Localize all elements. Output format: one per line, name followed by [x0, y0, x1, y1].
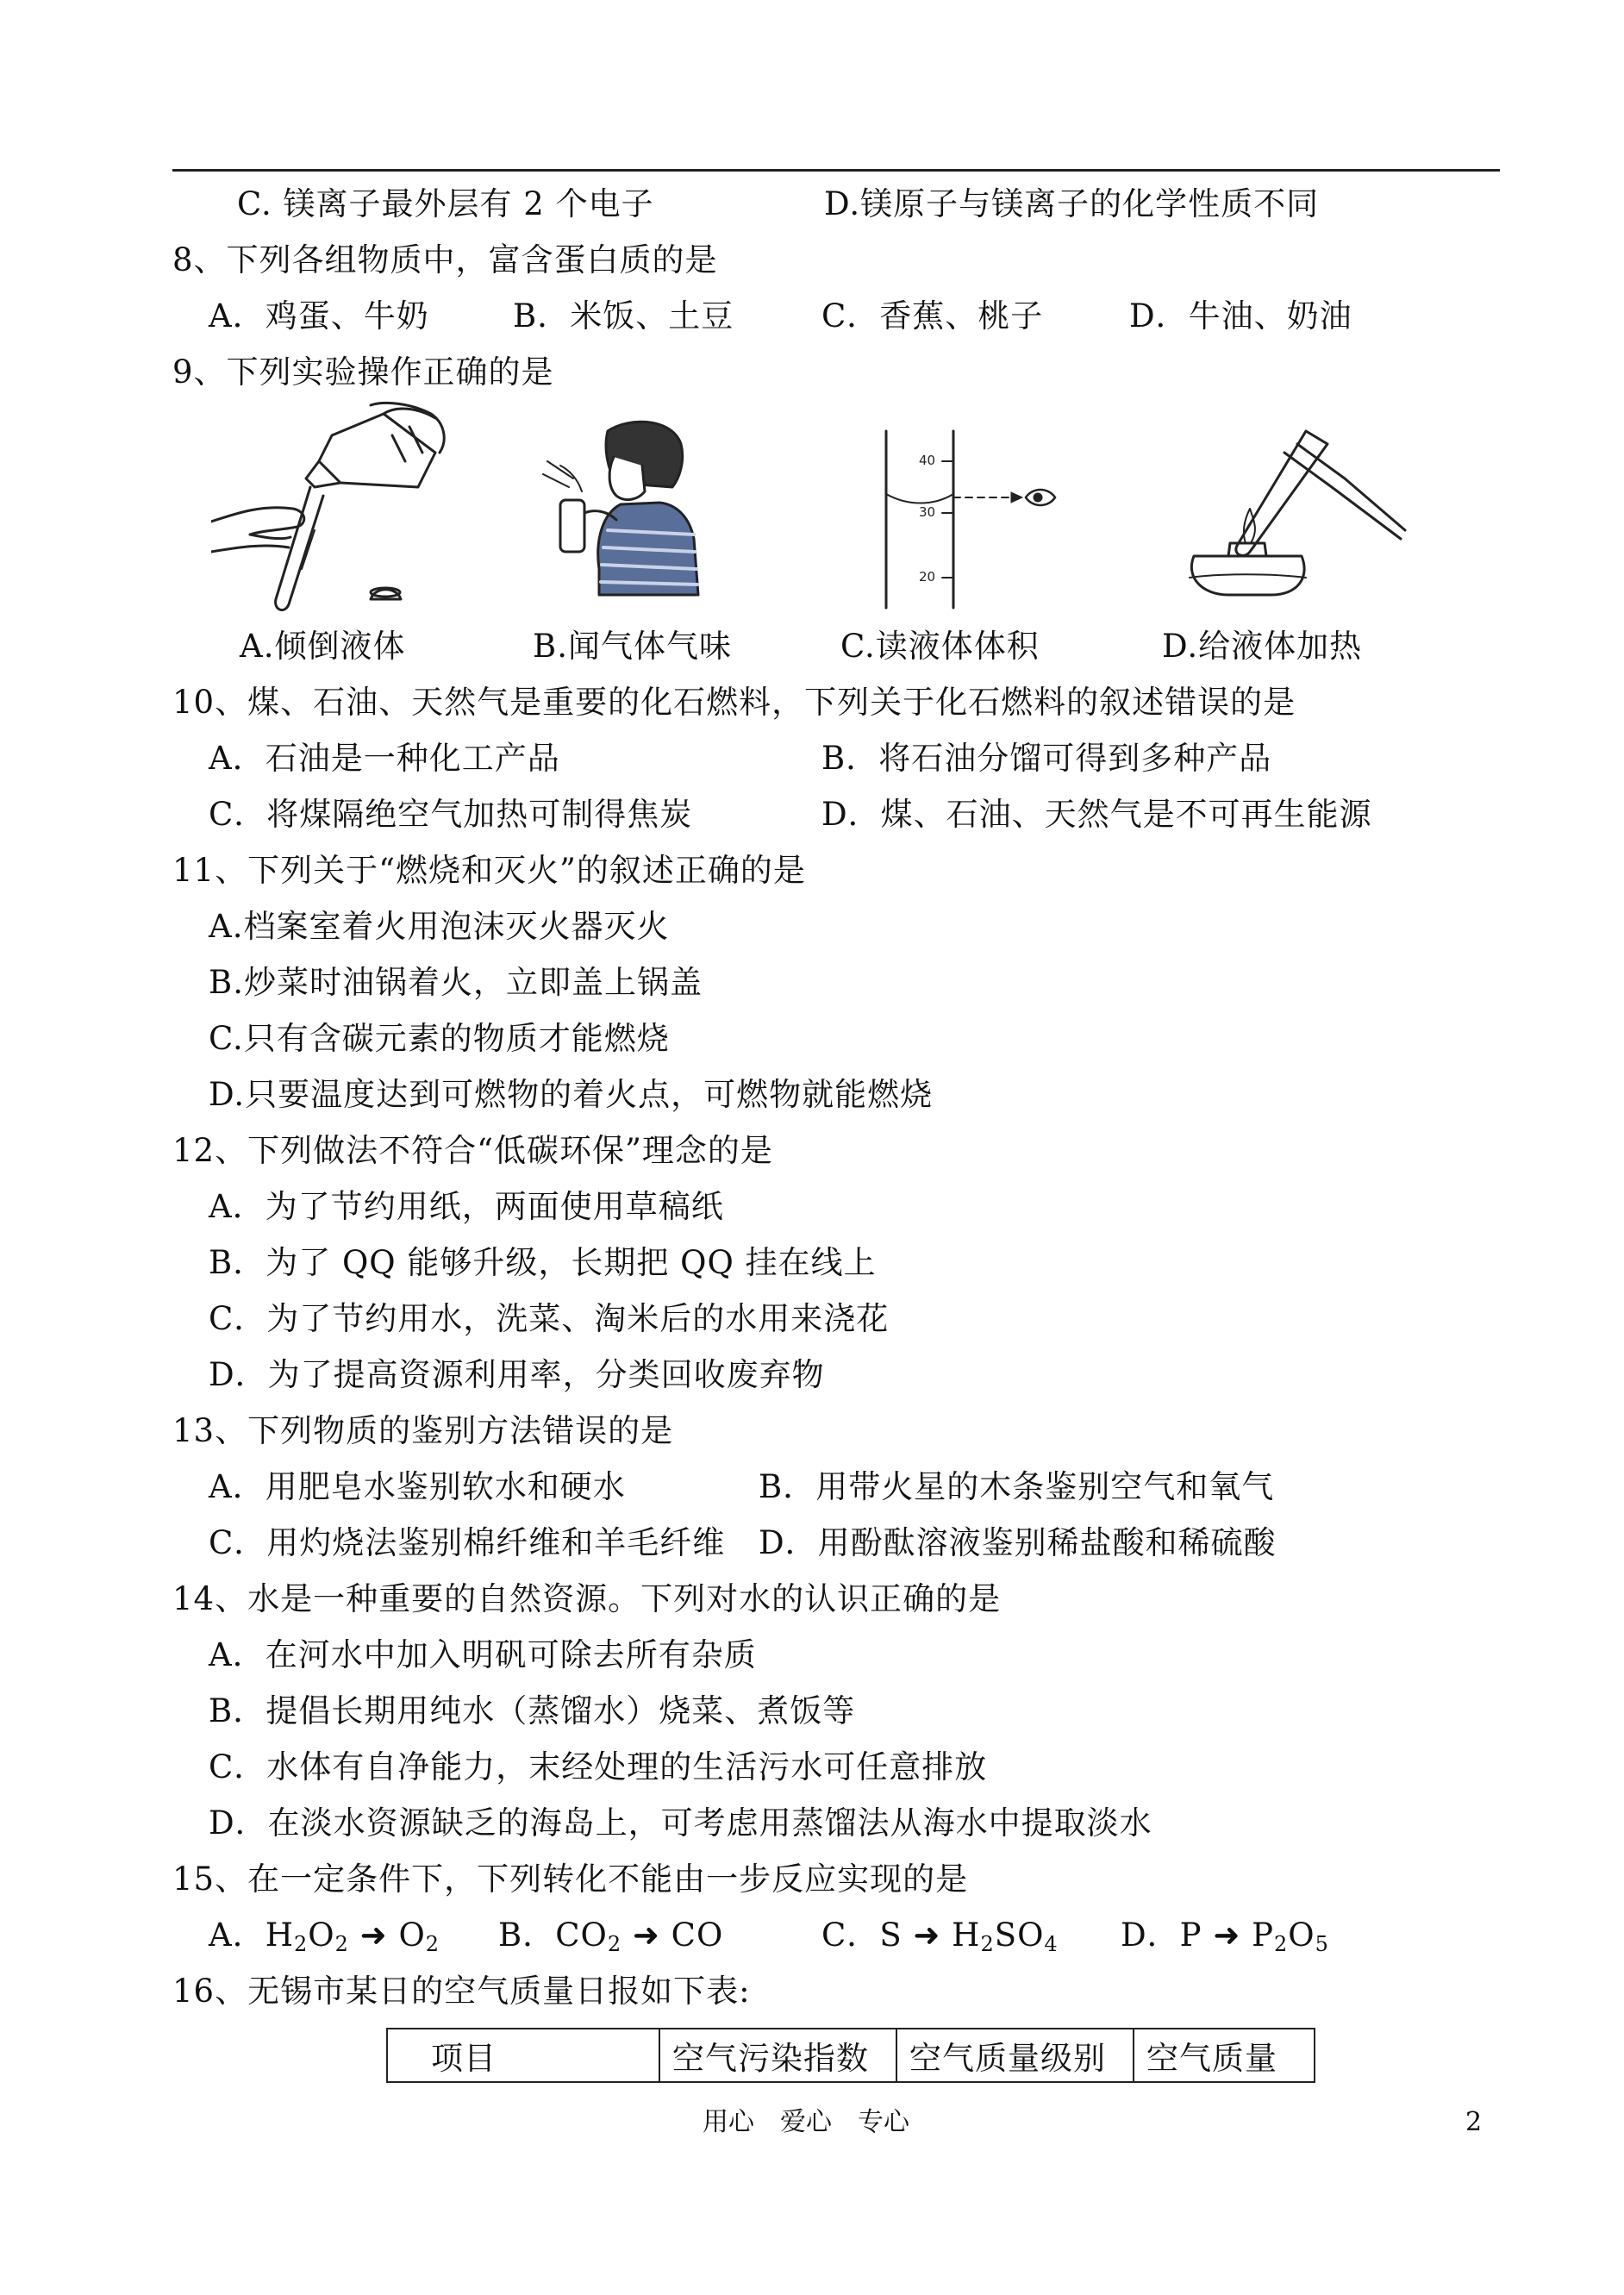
- q7-option-d: D.镁原子与镁离子的化学性质不同: [824, 185, 1320, 222]
- heating-liquid-figure: [1168, 427, 1427, 599]
- q15-option-a-label: A．: [209, 1917, 265, 1954]
- q12-option-d: D．为了提高资源利用率，分类回收废弃物: [209, 1356, 825, 1393]
- q12-option-c: C．为了节约用水，洗菜、淘米后的水用来浇花: [209, 1300, 890, 1337]
- header-rule: [172, 169, 1500, 172]
- q13-option-d: D．用酚酞溶液鉴别稀盐酸和稀硫酸: [759, 1524, 1277, 1561]
- q11-option-a: A.档案室着火用泡沫灭火器灭火: [209, 908, 670, 945]
- q15-option-c-label: C．: [821, 1917, 880, 1954]
- table-header-quality: 空气质量: [1134, 2029, 1315, 2082]
- q8-stem: 8、下列各组物质中，富含蛋白质的是: [172, 241, 718, 278]
- q15-option-b-label: B．: [498, 1917, 556, 1954]
- q11-option-d: D.只要温度达到可燃物的着火点，可燃物就能燃烧: [209, 1076, 934, 1113]
- q10-stem: 10、煤、石油、天然气是重要的化石燃料，下列关于化石燃料的叙述错误的是: [172, 684, 1296, 721]
- q11-option-c: C.只有含碳元素的物质才能燃烧: [209, 1020, 670, 1057]
- q9-option-a: A.倾倒液体: [240, 628, 406, 665]
- q14-option-d: D．在淡水资源缺乏的海岛上，可考虑用蒸馏法从海水中提取淡水: [209, 1804, 1152, 1842]
- table-header-level: 空气质量级别: [896, 2029, 1134, 2082]
- cylinder-tick-20: 20: [919, 569, 936, 585]
- q12-option-b: B．为了 QQ 能够升级，长期把 QQ 挂在线上: [209, 1244, 877, 1281]
- table-header-item: 项目: [387, 2029, 659, 2082]
- q15-option-a: A．$H_2O_2$ ➜ $O_2$: [209, 1917, 440, 1956]
- q13-option-a: A．用肥皂水鉴别软水和硬水: [209, 1468, 626, 1505]
- q14-option-a: A．在河水中加入明矾可除去所有杂质: [209, 1636, 757, 1673]
- q9-option-b: B.闻气体气味: [533, 628, 732, 665]
- q10-option-b: B．将石油分馏可得到多种产品: [821, 740, 1272, 777]
- q10-option-c: C．将煤隔绝空气加热可制得焦炭: [209, 796, 693, 833]
- q13-stem: 13、下列物质的鉴别方法错误的是: [172, 1412, 674, 1449]
- q8-option-d: D．牛油、奶油: [1129, 297, 1352, 335]
- pouring-liquid-figure: [211, 401, 461, 616]
- q10-option-d: D．煤、石油、天然气是不可再生能源: [821, 796, 1372, 833]
- q16-stem: 16、无锡市某日的空气质量日报如下表:: [172, 1973, 751, 2010]
- air-quality-table: [386, 2028, 1315, 2083]
- q14-option-c: C．水体有自净能力，末经处理的生活污水可任意排放: [209, 1748, 988, 1785]
- q15-option-b: B．$CO_2$ ➜ CO: [498, 1917, 724, 1956]
- q12-stem: 12、下列做法不符合“低碳环保”理念的是: [172, 1132, 773, 1169]
- cylinder-tick-40: 40: [919, 453, 936, 468]
- q7-option-c: C. 镁离子最外层有 2 个电子: [237, 185, 654, 222]
- q9-stem: 9、下列实验操作正确的是: [172, 353, 554, 391]
- reading-volume-figure: [869, 427, 1059, 612]
- q8-option-c: C．香蕉、桃子: [821, 297, 1044, 335]
- q14-stem: 14、水是一种重要的自然资源。下列对水的认识正确的是: [172, 1580, 1002, 1617]
- q13-option-c: C．用灼烧法鉴别棉纤维和羊毛纤维: [209, 1524, 726, 1561]
- footer-motto: 用心 爱心 专心: [703, 2107, 909, 2137]
- q8-option-b: B．米饭、土豆: [513, 297, 734, 335]
- q12-option-a: A．为了节约用纸，两面使用草稿纸: [209, 1188, 724, 1225]
- q9-option-c: C.读液体体积: [840, 628, 1040, 665]
- q10-option-a: A．石油是一种化工产品: [209, 740, 560, 777]
- q15-option-d-label: D．: [1121, 1917, 1180, 1954]
- cylinder-tick-30: 30: [919, 504, 936, 520]
- q15-option-d: D．P ➜ $P_2O_5$: [1121, 1917, 1329, 1956]
- page-number: 2: [1465, 2107, 1483, 2137]
- q15-stem: 15、在一定条件下，下列转化不能由一步反应实现的是: [172, 1860, 969, 1898]
- q11-stem: 11、下列关于“燃烧和灭火”的叙述正确的是: [172, 852, 806, 889]
- smelling-gas-figure: [534, 418, 707, 599]
- table-header-row: [387, 2029, 1315, 2082]
- table-header-index: 空气污染指数: [659, 2029, 896, 2082]
- q9-option-d: D.给液体加热: [1162, 628, 1363, 665]
- q14-option-b: B．提倡长期用纯水（蒸馏水）烧菜、煮饭等: [209, 1692, 856, 1729]
- q13-option-b: B．用带火星的木条鉴别空气和氧气: [759, 1468, 1275, 1505]
- q11-option-b: B.炒菜时油锅着火，立即盖上锅盖: [209, 964, 703, 1001]
- q8-option-a: A．鸡蛋、牛奶: [209, 297, 429, 335]
- q15-option-c: C．S ➜ $H_2SO_4$: [821, 1917, 1059, 1956]
